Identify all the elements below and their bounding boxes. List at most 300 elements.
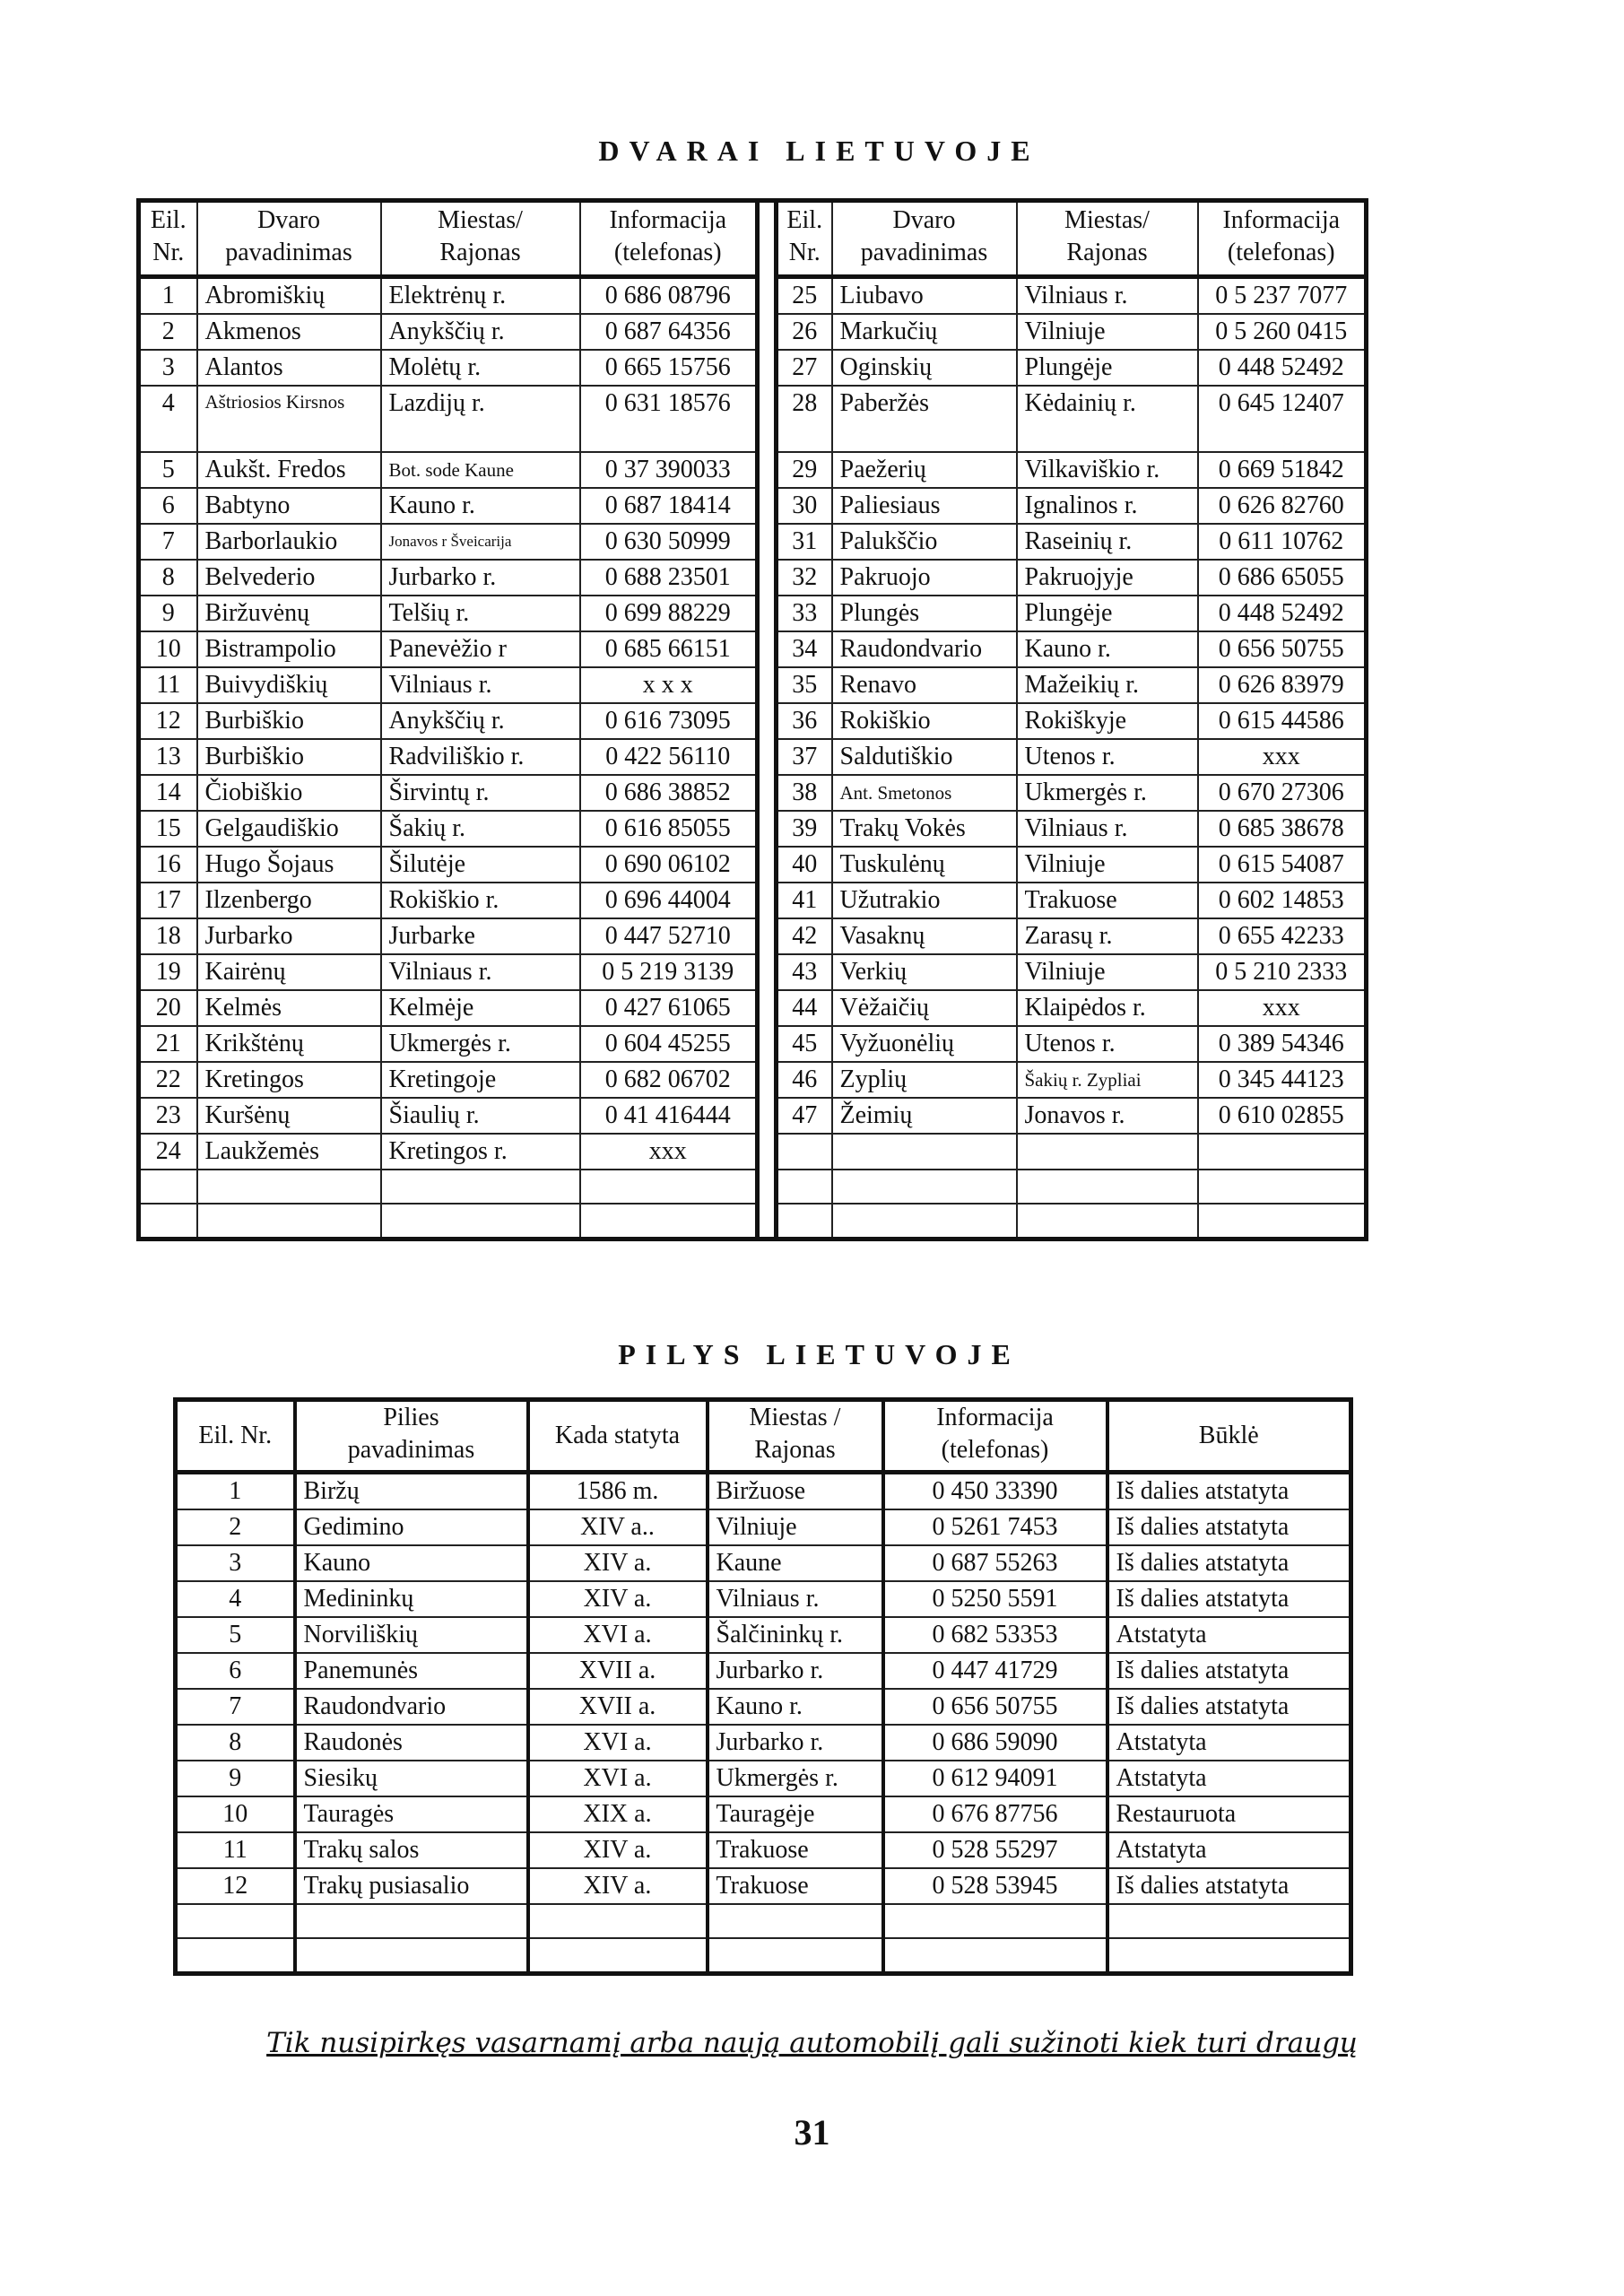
row-number: 36 [777, 703, 832, 739]
city: Biržuose [708, 1473, 883, 1510]
phone: 0 665 15756 [580, 350, 758, 386]
row-number: 5 [176, 1617, 295, 1653]
table-row [176, 1725, 1351, 1761]
castle-name: Norviliškių [295, 1617, 528, 1653]
phone: 0 450 33390 [883, 1473, 1107, 1510]
row-number: 29 [777, 452, 832, 488]
phone: 0 686 65055 [1198, 560, 1367, 596]
phone [1198, 1170, 1367, 1204]
city: Kauno r. [708, 1689, 883, 1725]
header-manor-name-right [832, 201, 1017, 277]
phone: 0 685 38678 [1198, 811, 1367, 847]
header-name-line1: Pilies [383, 1404, 439, 1431]
page-number: 31 [794, 2112, 830, 2152]
city: Ukmergės r. [381, 1026, 580, 1062]
header-name-line1: Dvaro [257, 206, 320, 234]
column-gap [758, 990, 777, 1026]
city: Vilniaus r. [1017, 277, 1198, 315]
phone: 0 655 42233 [1198, 918, 1367, 954]
table-row [139, 954, 1367, 990]
phone: 0 696 44004 [580, 883, 758, 918]
row-number: 2 [139, 314, 197, 350]
condition: Iš dalies atstatyta [1107, 1545, 1351, 1581]
column-gap [758, 488, 777, 524]
header-city-line1: Miestas / [749, 1404, 841, 1431]
row-number: 12 [176, 1868, 295, 1904]
header-tel-line2: (telefonas) [941, 1436, 1049, 1464]
city: Kėdainių r. [1017, 386, 1198, 452]
column-gap [758, 277, 777, 315]
manor-name: Alantos [197, 350, 381, 386]
row-number: 33 [777, 596, 832, 631]
table-row [176, 1904, 1351, 1938]
row-number: 42 [777, 918, 832, 954]
header-city-line1: Miestas/ [438, 206, 523, 234]
manors-header-row [139, 201, 1367, 277]
row-number [777, 1204, 832, 1239]
city: Panevėžio r [381, 631, 580, 667]
row-number: 3 [176, 1545, 295, 1581]
manor-name: Barborlaukio [197, 524, 381, 560]
header-name-line2: pavadinimas [225, 239, 352, 266]
phone [1198, 1134, 1367, 1170]
phone: 0 686 38852 [580, 775, 758, 811]
table-row [139, 631, 1367, 667]
row-number: 4 [176, 1581, 295, 1617]
city: Jurbarko r. [708, 1725, 883, 1761]
row-number: 24 [139, 1134, 197, 1170]
phone: 0 612 94091 [883, 1761, 1107, 1796]
manor-name: Vyžuonėlių [832, 1026, 1017, 1062]
table-row [139, 847, 1367, 883]
city: Molėtų r. [381, 350, 580, 386]
row-number: 37 [777, 739, 832, 775]
manor-name: Vasaknų [832, 918, 1017, 954]
castle-name: Tauragės [295, 1796, 528, 1832]
row-number: 31 [777, 524, 832, 560]
built-date: XIV a.. [528, 1509, 708, 1545]
manor-name: Žeimių [832, 1098, 1017, 1134]
phone: 0 5261 7453 [883, 1509, 1107, 1545]
manor-name: Kelmės [197, 990, 381, 1026]
manors-table [136, 198, 1368, 1241]
phone: x x x [580, 667, 758, 703]
manor-name [832, 1134, 1017, 1170]
manor-name: Burbiškio [197, 739, 381, 775]
column-gap [758, 524, 777, 560]
table-row [139, 314, 1367, 350]
header-city-line2: Rajonas [754, 1436, 836, 1464]
phone: 0 5 260 0415 [1198, 314, 1367, 350]
condition: Iš dalies atstatyta [1107, 1581, 1351, 1617]
city: Tauragėje [708, 1796, 883, 1832]
manor-name: Kuršėnų [197, 1098, 381, 1134]
header-phone [883, 1400, 1107, 1473]
phone: 0 5 237 7077 [1198, 277, 1367, 315]
phone [883, 1938, 1107, 1974]
table-row [139, 596, 1367, 631]
phone: 0 631 18576 [580, 386, 758, 452]
column-gap [758, 703, 777, 739]
condition: Atstatyta [1107, 1617, 1351, 1653]
column-gap [758, 775, 777, 811]
built-date: XIV a. [528, 1581, 708, 1617]
table-row [176, 1761, 1351, 1796]
city: Anykščių r. [381, 703, 580, 739]
phone: 0 656 50755 [883, 1689, 1107, 1725]
phone: 0 389 54346 [1198, 1026, 1367, 1062]
phone: 0 682 06702 [580, 1062, 758, 1098]
city: Vilniaus r. [381, 667, 580, 703]
header-condition: Būklė [1107, 1400, 1351, 1473]
header-nr-right [777, 201, 832, 277]
phone: 0 676 87756 [883, 1796, 1107, 1832]
phone: 0 448 52492 [1198, 596, 1367, 631]
city: Vilniuje [1017, 847, 1198, 883]
column-gap [758, 1204, 777, 1239]
city: Plungėje [1017, 596, 1198, 631]
table-row [139, 918, 1367, 954]
column-gap [758, 350, 777, 386]
manor-name: Rokiškio [832, 703, 1017, 739]
header-nr-line1: Eil. [786, 206, 823, 234]
header-name-line2: pavadinimas [860, 239, 988, 266]
row-number: 15 [139, 811, 197, 847]
table-row [176, 1653, 1351, 1689]
condition: Restauruota [1107, 1796, 1351, 1832]
header-nr-line2: Nr. [788, 239, 821, 266]
city: Elektrėnų r. [381, 277, 580, 315]
row-number: 39 [777, 811, 832, 847]
row-number: 4 [139, 386, 197, 452]
table-row [139, 1062, 1367, 1098]
column-gap [758, 314, 777, 350]
row-number [176, 1938, 295, 1974]
row-number: 26 [777, 314, 832, 350]
condition: Iš dalies atstatyta [1107, 1473, 1351, 1510]
column-gap [758, 596, 777, 631]
column-gap [758, 201, 777, 277]
row-number: 38 [777, 775, 832, 811]
phone: 0 656 50755 [1198, 631, 1367, 667]
castle-name: Medininkų [295, 1581, 528, 1617]
city: Kelmėje [381, 990, 580, 1026]
city: Plungėje [1017, 350, 1198, 386]
row-number: 16 [139, 847, 197, 883]
row-number: 32 [777, 560, 832, 596]
city: Ignalinos r. [1017, 488, 1198, 524]
table-row [176, 1832, 1351, 1868]
built-date: XIV a. [528, 1868, 708, 1904]
built-date: XVII a. [528, 1653, 708, 1689]
phone: 0 422 56110 [580, 739, 758, 775]
castle-name: Trakų pusiasalio [295, 1868, 528, 1904]
built-date: XIV a. [528, 1832, 708, 1868]
table-row [139, 703, 1367, 739]
table-row [139, 277, 1367, 315]
table-row [176, 1473, 1351, 1510]
header-city [381, 201, 580, 277]
city: Vilkaviškio r. [1017, 452, 1198, 488]
row-number: 6 [176, 1653, 295, 1689]
castle-name: Siesikų [295, 1761, 528, 1796]
condition: Iš dalies atstatyta [1107, 1509, 1351, 1545]
row-number: 23 [139, 1098, 197, 1134]
row-number: 18 [139, 918, 197, 954]
city: Širvintų r. [381, 775, 580, 811]
built-date [528, 1938, 708, 1974]
castle-name: Biržų [295, 1473, 528, 1510]
row-number: 30 [777, 488, 832, 524]
row-number: 20 [139, 990, 197, 1026]
phone: 0 685 66151 [580, 631, 758, 667]
city: Utenos r. [1017, 739, 1198, 775]
column-gap [758, 918, 777, 954]
header-tel-line2: (telefonas) [613, 239, 722, 266]
row-number: 6 [139, 488, 197, 524]
phone: 0 448 52492 [1198, 350, 1367, 386]
table-row [139, 386, 1367, 452]
city: Šakių r. [381, 811, 580, 847]
header-city-line2: Rajonas [439, 239, 521, 266]
manor-name [832, 1204, 1017, 1239]
phone: 0 528 53945 [883, 1868, 1107, 1904]
city [708, 1904, 883, 1938]
city: Trakuose [1017, 883, 1198, 918]
castle-name: Panemunės [295, 1653, 528, 1689]
column-gap [758, 1098, 777, 1134]
phone: 0 669 51842 [1198, 452, 1367, 488]
row-number [139, 1170, 197, 1204]
built-date [528, 1904, 708, 1938]
city: Vilniuje [1017, 314, 1198, 350]
header-name-line2: pavadinimas [347, 1436, 475, 1464]
row-number [777, 1134, 832, 1170]
manor-name: Biržuvėnų [197, 596, 381, 631]
city [381, 1170, 580, 1204]
manors-section-title: DVARAI LIETUVOJE [598, 135, 1040, 167]
castles-section-title: PILYS LIETUVOJE [618, 1338, 1020, 1370]
city: Trakuose [708, 1832, 883, 1868]
column-gap [758, 1134, 777, 1170]
phone [883, 1904, 1107, 1938]
manor-name [832, 1170, 1017, 1204]
row-number: 10 [139, 631, 197, 667]
phone: 0 682 53353 [883, 1617, 1107, 1653]
phone: 0 528 55297 [883, 1832, 1107, 1868]
row-number: 17 [139, 883, 197, 918]
condition: Iš dalies atstatyta [1107, 1689, 1351, 1725]
row-number [176, 1904, 295, 1938]
manor-name: Renavo [832, 667, 1017, 703]
manor-name: Burbiškio [197, 703, 381, 739]
table-row [176, 1938, 1351, 1974]
row-number: 13 [139, 739, 197, 775]
phone: 0 687 55263 [883, 1545, 1107, 1581]
manor-name: Aštriosios Kirsnos [197, 386, 381, 452]
manor-name: Verkių [832, 954, 1017, 990]
city: Jurbarko r. [381, 560, 580, 596]
header-built: Kada statyta [528, 1400, 708, 1473]
castle-name: Gedimino [295, 1509, 528, 1545]
table-row [139, 1204, 1367, 1239]
table-row [139, 667, 1367, 703]
table-row [139, 1170, 1367, 1204]
phone: 0 690 06102 [580, 847, 758, 883]
castle-name: Trakų salos [295, 1832, 528, 1868]
manor-name: Pakruojo [832, 560, 1017, 596]
footer-quote: Tik nusipirkęs vasarnamį arba naują automobilį gali sužinoti kiek turi draugų [266, 2027, 1358, 2059]
table-row [139, 350, 1367, 386]
phone: xxx [580, 1134, 758, 1170]
manor-name [197, 1170, 381, 1204]
table-row [139, 811, 1367, 847]
row-number: 2 [176, 1509, 295, 1545]
city [381, 1204, 580, 1239]
castle-name [295, 1904, 528, 1938]
city: Trakuose [708, 1868, 883, 1904]
column-gap [758, 386, 777, 452]
header-tel-line1: Informacija [609, 206, 727, 234]
manor-name: Babtyno [197, 488, 381, 524]
column-gap [758, 1062, 777, 1098]
city: Kauno r. [1017, 631, 1198, 667]
phone: 0 611 10762 [1198, 524, 1367, 560]
city: Vilniuje [1017, 954, 1198, 990]
row-number: 47 [777, 1098, 832, 1134]
column-gap [758, 847, 777, 883]
header-city [708, 1400, 883, 1473]
column-gap [758, 739, 777, 775]
city: Klaipėdos r. [1017, 990, 1198, 1026]
column-gap [758, 452, 777, 488]
city: Rokiškio r. [381, 883, 580, 918]
city: Vilniaus r. [708, 1581, 883, 1617]
city: Jonavos r. [1017, 1098, 1198, 1134]
header-manor-name [197, 201, 381, 277]
condition: Atstatyta [1107, 1832, 1351, 1868]
phone: 0 602 14853 [1198, 883, 1367, 918]
phone: 0 37 390033 [580, 452, 758, 488]
castles-table [173, 1397, 1353, 1976]
phone: 0 604 45255 [580, 1026, 758, 1062]
city: Pakruojyje [1017, 560, 1198, 596]
city: Rokiškyje [1017, 703, 1198, 739]
phone: 0 686 08796 [580, 277, 758, 315]
table-row [176, 1545, 1351, 1581]
row-number: 41 [777, 883, 832, 918]
row-number: 7 [176, 1689, 295, 1725]
table-row [176, 1509, 1351, 1545]
header-castle-name [295, 1400, 528, 1473]
table-row [176, 1689, 1351, 1725]
table-row [139, 560, 1367, 596]
row-number: 9 [139, 596, 197, 631]
built-date: 1586 m. [528, 1473, 708, 1510]
city: Radviliškio r. [381, 739, 580, 775]
city [708, 1938, 883, 1974]
table-row [139, 990, 1367, 1026]
row-number: 28 [777, 386, 832, 452]
manor-name: Belvederio [197, 560, 381, 596]
condition [1107, 1938, 1351, 1974]
phone: 0 626 82760 [1198, 488, 1367, 524]
manor-name: Ant. Smetonos [832, 775, 1017, 811]
condition [1107, 1904, 1351, 1938]
castle-name: Raudonės [295, 1725, 528, 1761]
column-gap [758, 631, 777, 667]
header-name-line1: Dvaro [892, 206, 956, 234]
city: Bot. sode Kaune [381, 452, 580, 488]
phone: 0 626 83979 [1198, 667, 1367, 703]
manor-name: Krikštėnų [197, 1026, 381, 1062]
condition: Iš dalies atstatyta [1107, 1868, 1351, 1904]
city: Lazdijų r. [381, 386, 580, 452]
city: Šalčininkų r. [708, 1617, 883, 1653]
row-number: 8 [139, 560, 197, 596]
phone: 0 615 44586 [1198, 703, 1367, 739]
row-number [777, 1170, 832, 1204]
row-number: 11 [176, 1832, 295, 1868]
built-date: XIX a. [528, 1796, 708, 1832]
table-row [139, 488, 1367, 524]
manor-name: Paežerių [832, 452, 1017, 488]
table-row [139, 452, 1367, 488]
header-nr-line2: Nr. [152, 239, 185, 266]
row-number: 1 [139, 277, 197, 315]
column-gap [758, 1170, 777, 1204]
phone: 0 688 23501 [580, 560, 758, 596]
manor-name: Ilzenbergo [197, 883, 381, 918]
header-city-line2: Rajonas [1066, 239, 1148, 266]
row-number: 21 [139, 1026, 197, 1062]
table-row [139, 775, 1367, 811]
city: Mažeikių r. [1017, 667, 1198, 703]
built-date: XVI a. [528, 1617, 708, 1653]
phone: 0 41 416444 [580, 1098, 758, 1134]
phone [580, 1170, 758, 1204]
phone: 0 447 52710 [580, 918, 758, 954]
table-row [139, 1134, 1367, 1170]
phone: 0 5 219 3139 [580, 954, 758, 990]
manor-name: Hugo Šojaus [197, 847, 381, 883]
city: Anykščių r. [381, 314, 580, 350]
header-nr: Eil. Nr. [176, 1400, 295, 1473]
row-number: 7 [139, 524, 197, 560]
phone: xxx [1198, 990, 1367, 1026]
manor-name: Užutrakio [832, 883, 1017, 918]
manor-name: Abromiškių [197, 277, 381, 315]
row-number: 46 [777, 1062, 832, 1098]
table-row [176, 1868, 1351, 1904]
header-city-line1: Miestas/ [1064, 206, 1150, 234]
built-date: XVII a. [528, 1689, 708, 1725]
manor-name: Laukžemės [197, 1134, 381, 1170]
column-gap [758, 954, 777, 990]
manor-name: Kretingos [197, 1062, 381, 1098]
row-number: 34 [777, 631, 832, 667]
header-tel-line2: (telefonas) [1227, 239, 1335, 266]
condition: Atstatyta [1107, 1725, 1351, 1761]
phone: 0 616 85055 [580, 811, 758, 847]
city: Vilniaus r. [1017, 811, 1198, 847]
manor-name: Zyplių [832, 1062, 1017, 1098]
castle-name: Raudondvario [295, 1689, 528, 1725]
row-number: 35 [777, 667, 832, 703]
manor-name: Saldutiškio [832, 739, 1017, 775]
header-tel-line1: Informacija [936, 1404, 1054, 1431]
manor-name: Bistrampolio [197, 631, 381, 667]
